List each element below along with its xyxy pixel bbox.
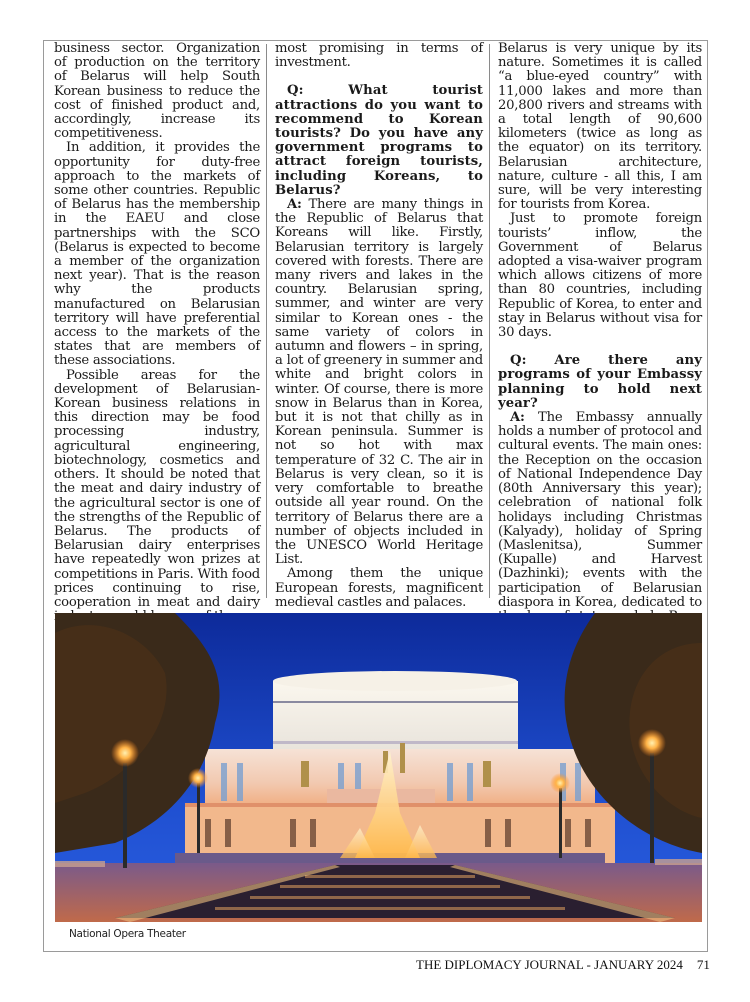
paragraph: Among them the unique European forests, magnificent medieval castles and palaces. — [275, 566, 483, 610]
page-footer — [416, 957, 710, 973]
column-divider — [266, 44, 267, 598]
article-column-1 — [54, 41, 260, 610]
opera-theater-photo — [55, 613, 702, 922]
paragraph: In addition, it provides the opportunity for duty-free approach to the markets of some other countries. Republic of Belarus has the membership in the EAEU and close partnerships with the SCO (Belarus is expected to become a member of the organization next year). That is the reason why the products manufactured on Belarusian territory will have preferential access to the markets of the states that are members of these associations. — [54, 140, 260, 369]
paragraph: Just to promote foreign tourists’ inflow, the Government of Belarus adopted a visa-waiver program which allows citizens of more than 80 countries, including Republic of Korea, to enter and stay in Belarus without visa for 30 days. — [498, 211, 702, 341]
answer-label: A: — [510, 410, 525, 426]
paragraph: Possible areas for the development of Belarusian-Korean business relations in this direction may be food processing industry, agricultural engineering, biotechnology, cosmetics and others. It should be noted that the meat and dairy industry of the agricultural sector is one of the strengths of the Republic of Belarus. The products of Belarusian dairy enterprises have repeatedly won prizes at competitions in Paris. With food prices continuing to rise, cooperation in meat and dairy — [54, 367, 260, 610]
publication-name: THE DIPLOMACY JOURNAL - JANUARY 2024 — [416, 957, 683, 972]
answer-text: There are many things in the Republic of Belarus that Koreans will like. Firstly, Belarusian territory is largely covered with forests. There are many rivers and lakes in the country. Belarusian spring, summer, and winter are very similar to Korean ones - the same variety of colors in autumn and flowers – in spring, a lot of greenery in summer and white and bright colors in winter. Of course, there is more snow in Belarus than in Korea, but it is not that chilly as in Korean peninsula. Summer is not so hot with max temperature of 32 C. The air in Belarus is very clean, so it is very comfortable to breathe outside all year round. On the territory of Belarus there are a number of objects included in the UNESCO World Heritage List. — [275, 197, 483, 568]
article-column-2 — [275, 41, 483, 610]
answer-label: A: — [287, 197, 302, 213]
paragraph: business sector. Organization of production on the territory of Belarus will help South Korean business to reduce the cost of finished product and, accordingly, increase its competitiveness. — [54, 41, 260, 142]
page-number: 71 — [696, 957, 710, 972]
interview-question: Q: What tourist attractions do you want to recommend to Korean tourists? Do you have any government programs to attract foreign tourists, including Koreans, to Belarus? — [275, 83, 483, 198]
article-column-3 — [498, 41, 702, 610]
interview-answer — [498, 411, 702, 624]
answer-text: The Embassy annually holds a number of protocol and cultural events. The main ones: the Reception on the occasion of National Independence Day (80th Anniversary this year); celebration of national folk holidays including Christmas (Kalyady), holiday of Spring (Maslenitsa), Summer (Kupalle) and Harvest (Dazhinki); events with the participation of Belarusian diaspora in Korea, dedicated to — [498, 410, 702, 610]
paragraph: most promising in terms of investment. — [275, 41, 483, 71]
column-divider — [489, 44, 490, 598]
interview-question: Q: Are there any programs of your Embassy planning to hold next year? — [498, 353, 702, 411]
photo-illustration — [55, 613, 702, 922]
paragraph: Belarus is very unique by its nature. Sometimes it is called “a blue-eyed country” with 11,000 lakes and more than 20,800 rivers and streams with a total length of 90,600 kilometers (twice as long as the equator) on its territory. Belarusian architecture, nature, culture - all this, I am sure, will be very interesting for tourists from Korea. — [498, 41, 702, 213]
interview-answer — [275, 198, 483, 567]
photo-caption: National Opera Theater — [69, 928, 186, 940]
